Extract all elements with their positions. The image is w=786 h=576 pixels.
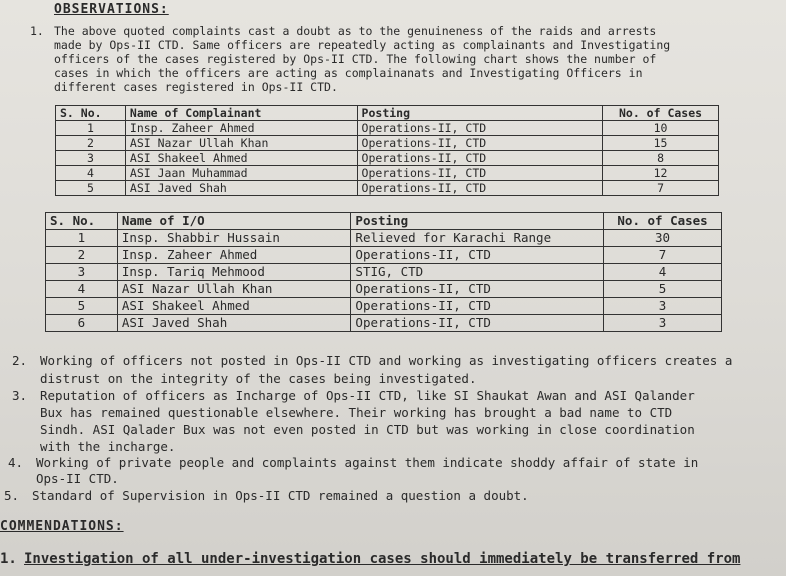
table-cell: 30 [604, 230, 722, 247]
table-cell: Operations-II, CTD [357, 181, 603, 196]
table-row [46, 264, 722, 281]
table-cell: 4 [604, 264, 722, 281]
table-cell: STIG, CTD [351, 264, 604, 281]
recommendations-heading: COMMENDATIONS: [0, 519, 124, 534]
table-cell: 10 [603, 121, 719, 136]
table-cell: Insp. Shabbir Hussain [117, 230, 351, 247]
table-cell: Operations-II, CTD [351, 298, 604, 315]
table-cell: 3 [56, 151, 126, 166]
table-cell: ASI Javed Shah [117, 315, 351, 332]
item-3-number: 3. [12, 388, 28, 403]
item-5-line: Standard of Supervision in Ops-II CTD remained a question a doubt. [32, 488, 529, 503]
paragraph-1-line: cases in which the officers are acting as complainanats and Investigating Officers in [54, 66, 643, 80]
table-cell: ASI Javed Shah [125, 181, 357, 196]
table-row [56, 136, 719, 151]
table-cell: 3 [604, 315, 722, 332]
paragraph-1-line: made by Ops-II CTD. Same officers are repeatedly acting as complainants and Investigating [54, 38, 671, 52]
complainants-table [55, 105, 719, 196]
table-cell: 2 [46, 247, 118, 264]
table-cell: 6 [46, 315, 118, 332]
table-cell: Relieved for Karachi Range [351, 230, 604, 247]
table-cell: Operations-II, CTD [351, 281, 604, 298]
item-2-line: distrust on the integrity of the cases being investigated. [40, 371, 477, 386]
column-header: No. of Cases [604, 213, 722, 230]
table-cell: 8 [603, 151, 719, 166]
table-cell: 5 [604, 281, 722, 298]
table-cell: 15 [603, 136, 719, 151]
paragraph-1-number: 1. [30, 24, 44, 38]
column-header: Name of Complainant [125, 106, 357, 121]
recommendation-1-number: 1. [0, 551, 17, 567]
item-4-line: Working of private people and complaints against them indicate shoddy affair of state in [36, 455, 699, 470]
table-header-row [46, 213, 722, 230]
table-row [46, 298, 722, 315]
column-header: Name of I/O [117, 213, 351, 230]
column-header: Posting [357, 106, 603, 121]
column-header: No. of Cases [603, 106, 719, 121]
item-3-line: Bux has remained questionable elsewhere. Their working has brought a bad name to CTD [40, 405, 673, 420]
table-row [56, 181, 719, 196]
item-3-line: Sindh. ASI Qalader Bux was not even posted in CTD but was working in close coordination [40, 422, 695, 437]
column-header: Posting [351, 213, 604, 230]
table-cell: Operations-II, CTD [357, 151, 603, 166]
investigating-officers-table [45, 212, 722, 332]
table-cell: Operations-II, CTD [357, 166, 603, 181]
observations-heading: OBSERVATIONS: [54, 2, 169, 17]
table-cell: 4 [46, 281, 118, 298]
table-cell: 7 [603, 181, 719, 196]
table-cell: ASI Jaan Muhammad [125, 166, 357, 181]
item-2-line: Working of officers not posted in Ops-II CTD and working as investigating officers creates a [40, 353, 733, 368]
table-cell: 2 [56, 136, 126, 151]
table-cell: Insp. Tariq Mehmood [117, 264, 351, 281]
table-cell: ASI Shakeel Ahmed [117, 298, 351, 315]
table-cell: 4 [56, 166, 126, 181]
table-cell: 12 [603, 166, 719, 181]
table-cell: Operations-II, CTD [357, 136, 603, 151]
table-cell: Insp. Zaheer Ahmed [125, 121, 357, 136]
table-cell: ASI Nazar Ullah Khan [125, 136, 357, 151]
table-cell: Operations-II, CTD [357, 121, 603, 136]
item-3-line: Reputation of officers as Incharge of Ops-II CTD, like SI Shaukat Awan and ASI Qalander [40, 388, 695, 403]
table-cell: Operations-II, CTD [351, 315, 604, 332]
paragraph-1-line: different cases registered in Ops-II CTD. [54, 80, 338, 94]
column-header: S. No. [56, 106, 126, 121]
item-3-line: with the incharge. [40, 439, 176, 454]
table-cell: ASI Nazar Ullah Khan [117, 281, 351, 298]
table-row [56, 151, 719, 166]
item-4-number: 4. [8, 455, 24, 470]
item-2-number: 2. [12, 353, 28, 368]
table-cell: 5 [46, 298, 118, 315]
table-row [46, 247, 722, 264]
table-cell: 3 [604, 298, 722, 315]
table-cell: 1 [56, 121, 126, 136]
table-row [46, 315, 722, 332]
table-row [56, 166, 719, 181]
table-cell: 5 [56, 181, 126, 196]
table-row [56, 121, 719, 136]
item-5-number: 5. [4, 488, 20, 503]
column-header: S. No. [46, 213, 118, 230]
table-cell: Insp. Zaheer Ahmed [117, 247, 351, 264]
paragraph-1-line: officers of the cases registered by Ops-II CTD. The following chart shows the number of [54, 52, 657, 66]
table-cell: Operations-II, CTD [351, 247, 604, 264]
item-4-line: Ops-II CTD. [36, 471, 119, 486]
table-cell: ASI Shakeel Ahmed [125, 151, 357, 166]
table-header-row [56, 106, 719, 121]
table-cell: 3 [46, 264, 118, 281]
table-cell: 1 [46, 230, 118, 247]
table-cell: 7 [604, 247, 722, 264]
table-row [46, 281, 722, 298]
table-row [46, 230, 722, 247]
recommendation-1-text: Investigation of all under-investigation cases should immediately be transferred from [24, 551, 741, 567]
paragraph-1-line: The above quoted complaints cast a doubt as to the genuineness of the raids and arrests [54, 24, 657, 38]
